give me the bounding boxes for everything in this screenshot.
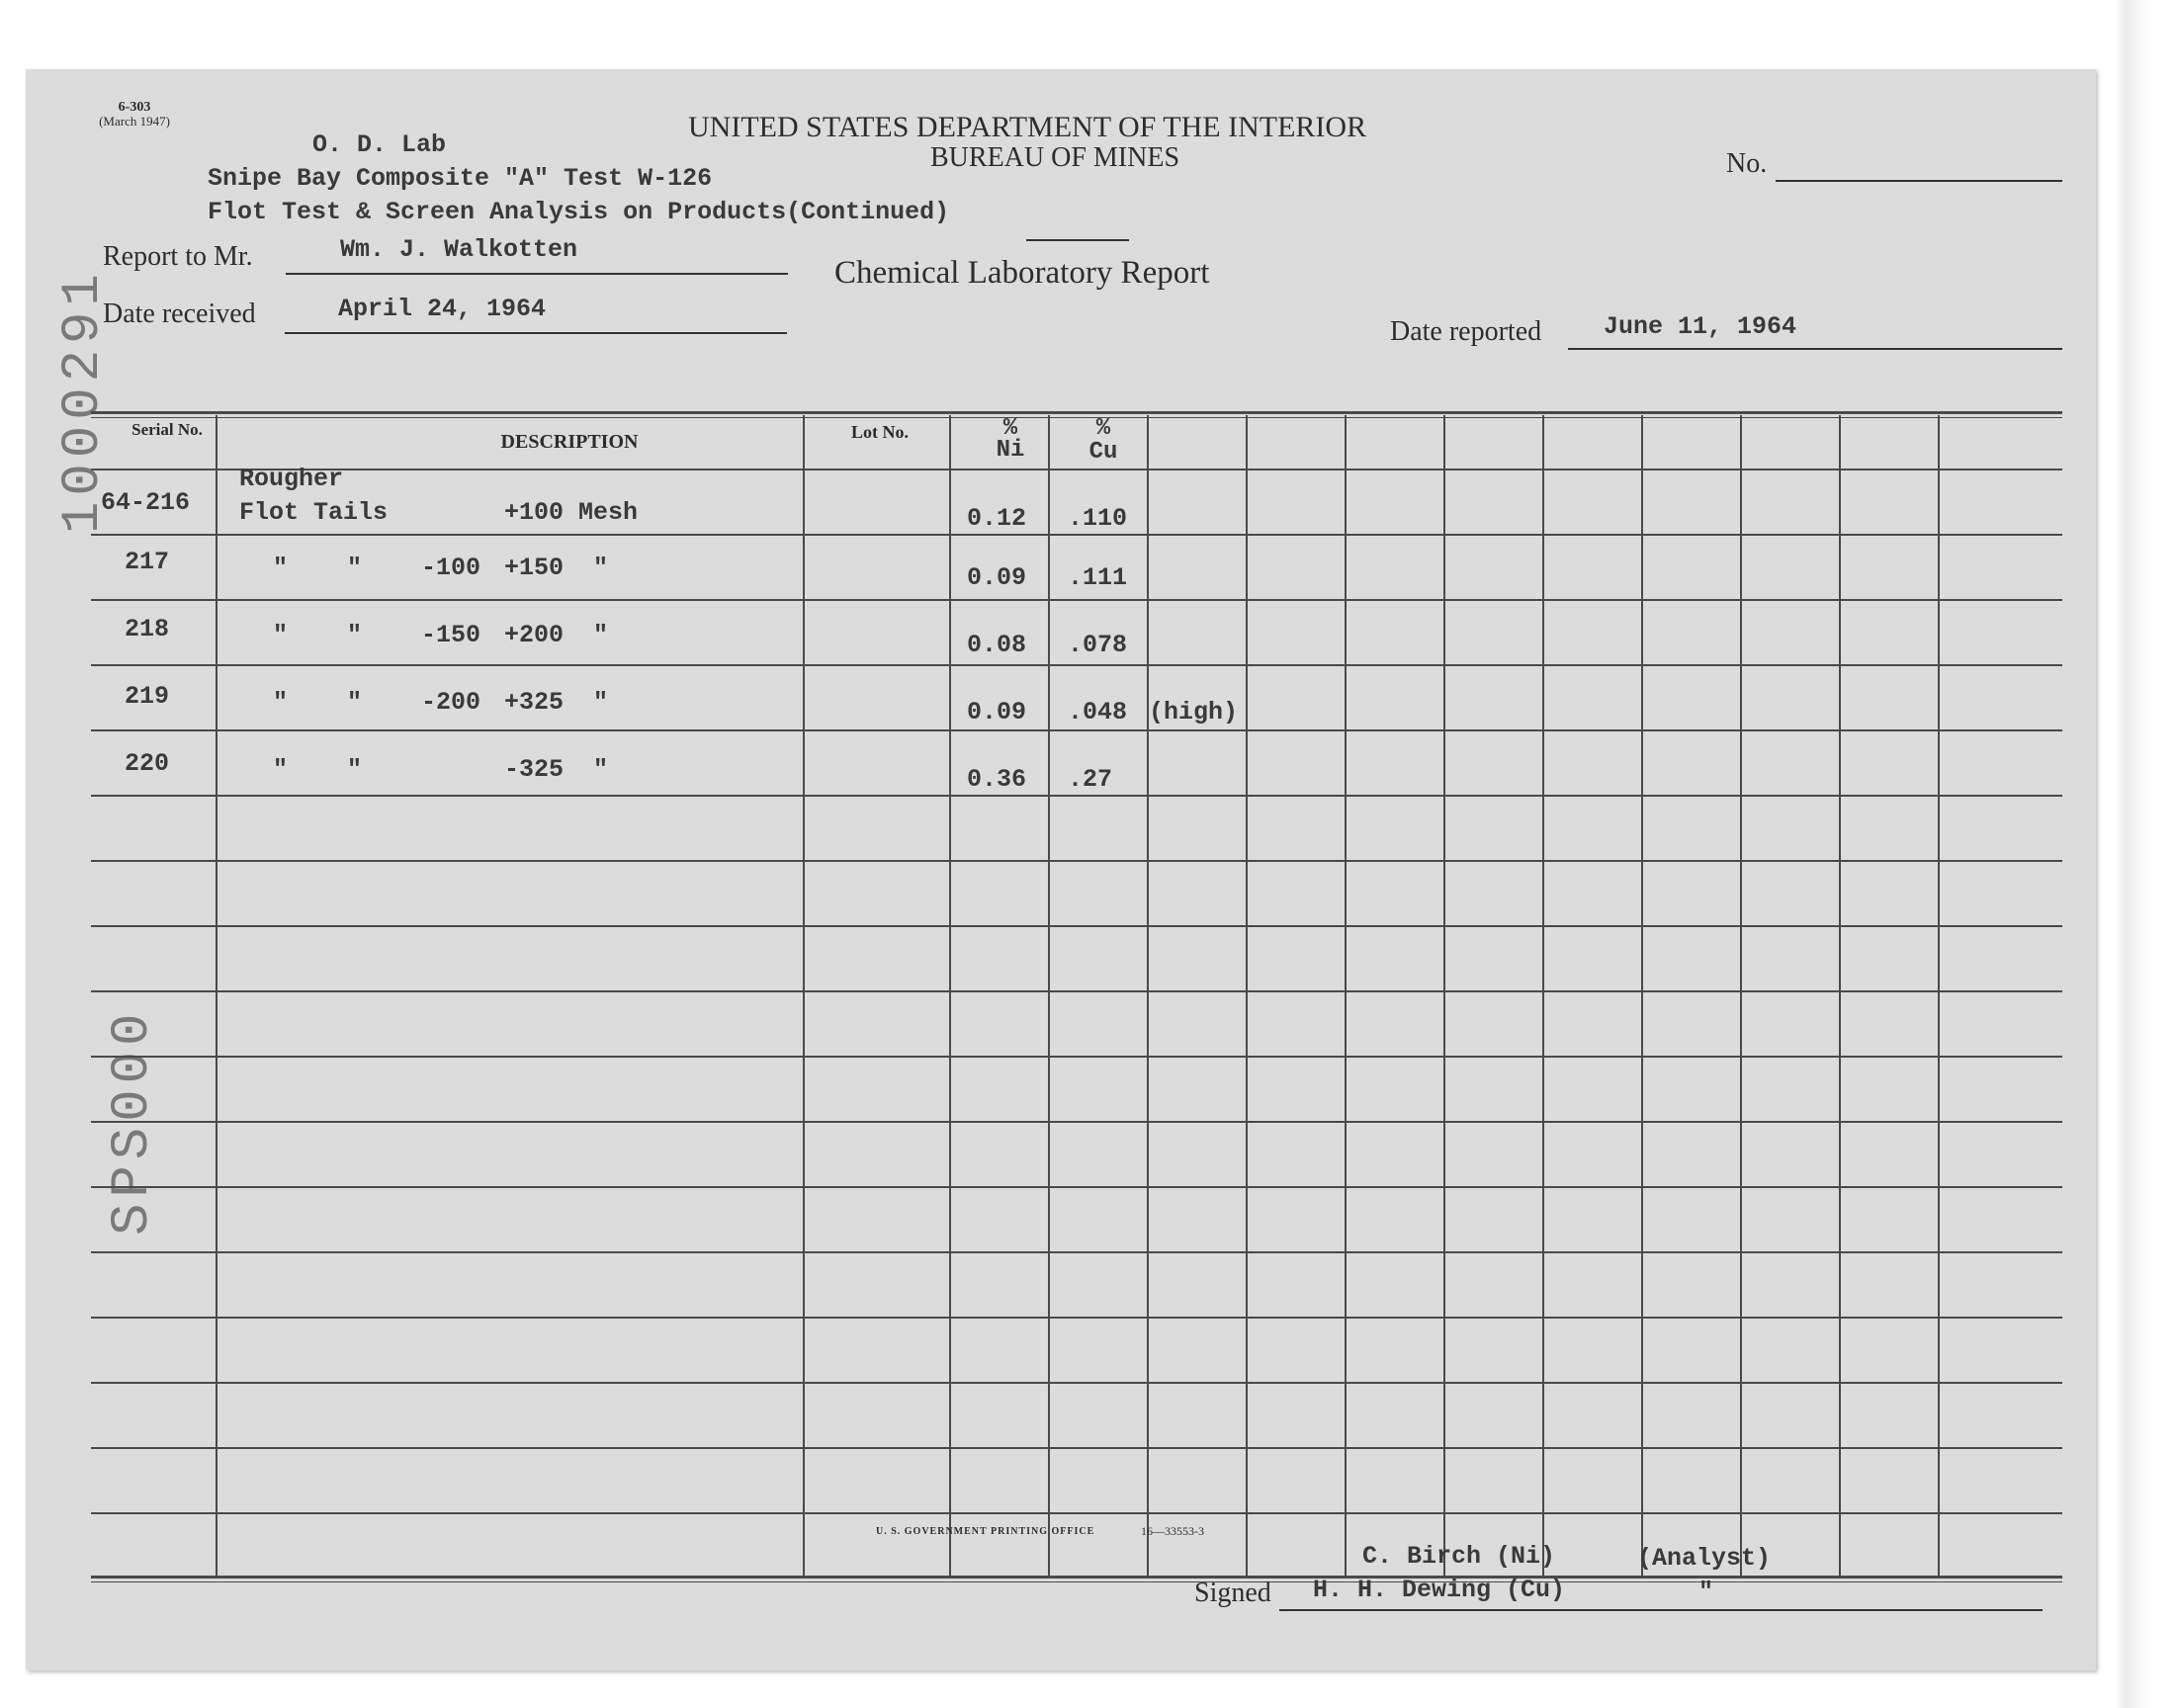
report-to-label: Report to Mr. [103,241,253,272]
department-heading: UNITED STATES DEPARTMENT OF THE INTERIOR [688,111,1367,143]
serial-no: 218 [125,615,170,643]
description-material: " " [273,755,363,784]
analyst-1-name: C. Birch (Ni) [1362,1542,1556,1571]
date-reported-label: Date reported [1390,316,1542,347]
cu-value: .111 [1068,563,1128,592]
row-rule [91,925,2062,927]
table-top-rule [91,411,2062,414]
table-bottom-rule-inner [91,1581,2062,1582]
ni-value: 0.12 [967,504,1027,533]
row-rule [91,1056,2062,1058]
form-number: 6-303 [118,100,151,115]
description-screen-high: +200 " [504,621,609,649]
col-rule [1345,415,1347,1578]
cu-value: .078 [1068,631,1128,659]
subject-line-2: Flot Test & Screen Analysis on Products(Continued) [208,198,950,226]
no-label: No. [1726,148,1768,179]
description-screen-low: -150 [421,621,481,649]
row-rule [91,1512,2062,1514]
ni-value: 0.09 [967,698,1027,726]
col-rule [1641,415,1643,1578]
description-line-1: Rougher [239,465,344,493]
description-screen-high: +150 " [504,554,609,582]
serial-no: 217 [125,548,170,576]
col-rule [1246,415,1248,1578]
col-rule [1048,415,1050,1578]
report-form [26,69,2096,1670]
report-to-line [286,273,788,275]
row-rule [91,860,2062,862]
report-title: Chemical Laboratory Report [834,255,1210,291]
row-rule [91,599,2062,601]
accession-stamp-top: 1000291 [53,268,114,534]
col-rule [1839,415,1841,1578]
description-screen-low: -200 [421,688,481,717]
row-rule [91,1251,2062,1253]
date-reported-value: June 11, 1964 [1604,312,1797,341]
row-rule [91,1186,2062,1188]
subject-line-1: Snipe Bay Composite "A" Test W-126 [208,164,713,193]
description-screen-high: -325 " [504,755,609,784]
col-header-cu: Cu [1088,439,1118,466]
col-header-cu-pct: % [1095,415,1111,442]
ni-value: 0.09 [967,563,1027,592]
row-rule [91,664,2062,666]
row-rule [91,1447,2062,1449]
row-rule [91,1382,2062,1384]
description-material: " " [273,554,363,582]
signed-label: Signed [1194,1578,1271,1608]
analyst-1-role: (Analyst) [1637,1544,1772,1573]
col-rule [1147,415,1149,1578]
ni-value: 0.36 [967,765,1027,794]
row-rule [91,469,2062,470]
printer-imprint: U. S. GOVERNMENT PRINTING OFFICE [876,1526,1095,1537]
col-rule [216,415,218,1578]
accession-stamp-bottom: SPS000 [103,1007,163,1236]
table-bottom-rule [91,1576,2062,1579]
date-received-line [285,332,787,334]
row-rule [91,1317,2062,1319]
printer-code: 16—33553-3 [1141,1524,1204,1538]
col-rule [803,415,805,1578]
row-rule [91,534,2062,536]
description-material: Flot Tails [239,498,389,527]
analyst-2-role: " [1698,1578,1714,1606]
form-revision: (March 1947) [99,114,170,128]
signature-line [1279,1609,2043,1611]
col-header-description: DESCRIPTION [500,431,639,453]
date-reported-line [1568,348,2062,350]
description-screen-high: +325 " [504,688,609,717]
analyst-2-name: H. H. Dewing (Cu) [1313,1576,1566,1604]
row-rule [91,990,2062,992]
ni-value: 0.08 [967,631,1027,659]
lab-name: O. D. Lab [312,130,447,159]
subject-underline [1026,239,1129,241]
table-top-rule-inner [91,417,2062,418]
col-header-lot: Lot No. [851,422,909,442]
description-material: " " [273,688,363,717]
description-screen-high: +100 Mesh [504,498,639,527]
col-header-ni-pct: % [1002,415,1018,442]
row-rule [91,795,2062,797]
date-received-label: Date received [103,299,256,329]
row-rule [91,1121,2062,1123]
col-header-serial: Serial No. [131,420,203,439]
serial-no: 220 [125,749,170,778]
cu-value: .27 [1068,765,1113,794]
cu-value: .110 [1068,504,1128,533]
serial-no: 219 [125,682,170,711]
cu-note: (high) [1149,698,1239,726]
col-header-ni: Ni [996,437,1025,464]
col-rule [1542,415,1544,1578]
cu-value: .048 [1068,698,1128,726]
bureau-heading: BUREAU OF MINES [930,142,1180,173]
report-to-value: Wm. J. Walkotten [340,235,578,264]
date-received-value: April 24, 1964 [338,295,547,323]
no-field-line [1776,180,2062,182]
col-rule [1740,415,1742,1578]
serial-no: 64-216 [101,488,191,517]
description-screen-low: -100 [421,554,481,582]
col-rule [949,415,951,1578]
row-rule [91,729,2062,731]
col-rule [1938,415,1940,1578]
description-material: " " [273,621,363,649]
col-rule [1443,415,1445,1578]
